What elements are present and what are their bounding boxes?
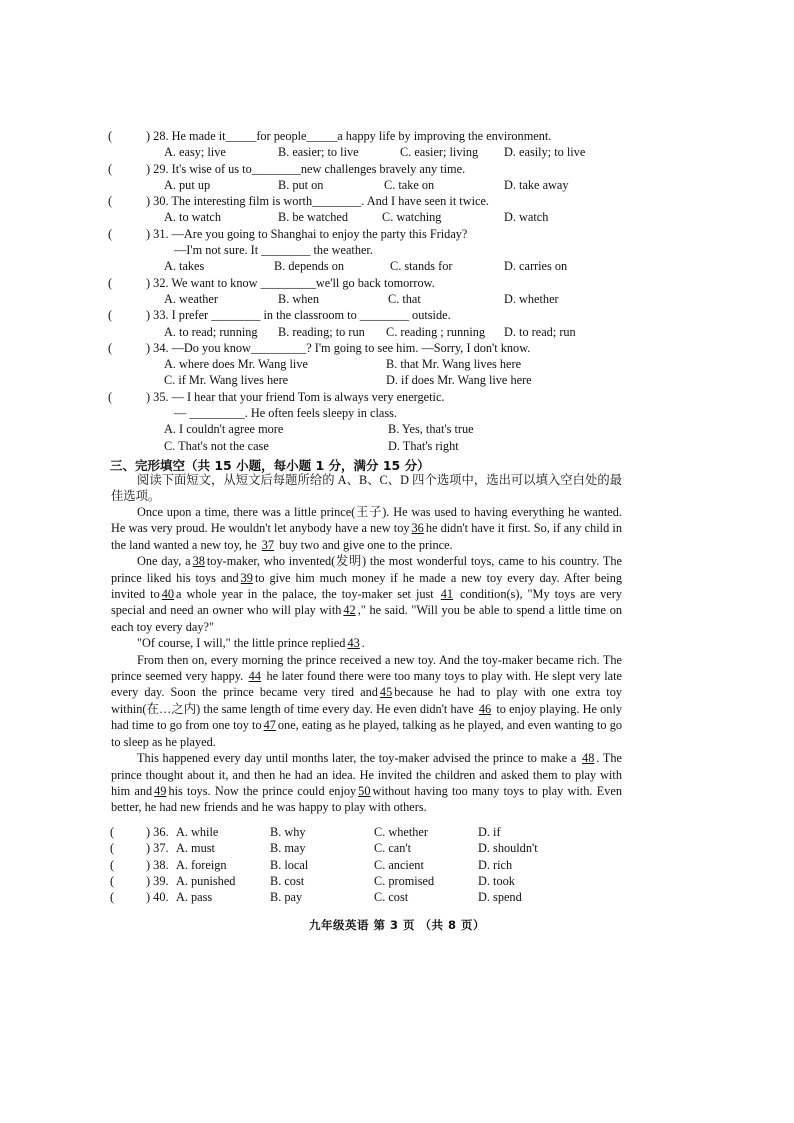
option-d: D. watch <box>504 210 549 225</box>
option-a: A. must <box>176 841 215 856</box>
option-d: D. took <box>478 873 515 888</box>
section-heading: 三、完形填空（共 15 小题，每小题 1 分，满分 15 分） <box>110 458 430 473</box>
option-a: A. easy; live <box>164 145 226 160</box>
option-b: B. be watched <box>278 210 348 225</box>
option-b: B. why <box>270 825 306 839</box>
option-c: C. reading ; running <box>386 324 486 339</box>
cloze-options <box>108 824 628 905</box>
answer-paren: ( <box>110 841 115 856</box>
cloze-question-40: ( ) 40. A. pass B. pay C. cost D. spend <box>110 890 522 905</box>
option-d: D. easily; to live <box>504 145 586 160</box>
answer-paren: ( <box>108 275 113 290</box>
blank-48: 48 <box>582 751 595 766</box>
option-b: B. may <box>270 841 306 856</box>
question-stem: The interesting film is worth________. And I have seen it twice. <box>171 194 490 209</box>
question-33: ( ) 33. I prefer ________ in the classroom to ________ outside. <box>108 308 451 323</box>
option-d: D. take away <box>504 177 569 192</box>
blank-38: 38 <box>192 554 205 569</box>
option-d: D. carries on <box>504 259 568 274</box>
option-d: D. That's right <box>388 438 459 453</box>
passage-paragraph: From then on, every morning the prince received a new toy. And the toy-maker became rich. The prince seemed very happy. 44 he later found there were too many toys to play with. He slept very late every day. Soon the prince became very tired and 45 because he had to play with one extra toy within(在…之内) the same length of time every day. He even didn't have 46 to enjoy playing. He only had time to go from one toy to 47 one, eating as he played, talking as he played, and even wanting to go to sleep as he played. <box>111 652 623 749</box>
option-d: D. to read; run <box>504 324 576 339</box>
option-a: A. takes <box>164 259 205 274</box>
blank-47: 47 <box>263 718 276 733</box>
cloze-passage <box>111 504 622 816</box>
question-28: ( ) 28. He made it_____for people_____a happy life by improving the environment. <box>108 129 552 143</box>
option-c: C. if Mr. Wang lives here <box>164 373 289 388</box>
blank-50: 50 <box>358 783 371 798</box>
question-30-options <box>108 209 628 225</box>
question-stem: I prefer ________ in the classroom to ________ outside. <box>171 308 451 323</box>
blank-43: 43 <box>347 636 360 651</box>
option-c: C. cost <box>374 890 409 905</box>
question-33-options <box>108 324 628 340</box>
answer-paren: ( <box>108 226 113 241</box>
option-c: C. take on <box>384 177 435 192</box>
question-31: ( ) 31. —Are you going to Shanghai to enjoy the party this Friday? <box>108 226 468 241</box>
question-stem: We want to know _________we'll go back tomorrow. <box>171 275 435 290</box>
question-35-options-row2 <box>108 438 628 454</box>
blank-39: 39 <box>240 570 253 585</box>
question-stem: —Are you going to Shanghai to enjoy the party this Friday? <box>171 226 468 241</box>
option-a: A. while <box>176 825 219 839</box>
blank-45: 45 <box>379 685 393 700</box>
question-34-options-row2 <box>108 372 628 388</box>
option-d: D. whether <box>504 291 559 306</box>
option-b: B. put on <box>278 177 324 192</box>
question-stem: —Do you know_________? I'm going to see him. —Sorry, I don't know. <box>171 340 531 355</box>
option-d: D. rich <box>478 857 513 872</box>
cloze-question-38: ( ) 38. A. foreign B. local C. ancient D. rich <box>110 857 513 872</box>
question-34: ( ) 34. —Do you know_________? I'm going to see him. —Sorry, I don't know. <box>108 340 531 355</box>
question-31-options <box>108 258 628 274</box>
blank-42: 42 <box>343 603 356 618</box>
question-31-reply <box>108 242 628 258</box>
option-a: A. I couldn't agree more <box>164 422 284 437</box>
answer-paren: ( <box>108 194 113 209</box>
blank-41: 41 <box>440 587 454 602</box>
option-c: C. stands for <box>390 259 453 274</box>
option-a: A. foreign <box>176 857 227 872</box>
option-b: B. cost <box>270 873 305 888</box>
option-b: B. reading; to run <box>278 324 365 339</box>
option-b: B. that Mr. Wang lives here <box>386 357 522 372</box>
option-a: A. weather <box>164 291 218 306</box>
option-a: A. to watch <box>164 210 222 225</box>
blank-44: 44 <box>248 669 261 684</box>
option-a: A. where does Mr. Wang live <box>164 357 308 372</box>
section-instruction: 阅读下面短文，从短文后每题所给的 A、B、C、D 四个选项中，选出可以填入空白处的最佳选项。 <box>111 473 622 504</box>
question-35-reply <box>108 405 628 421</box>
answer-paren: ( <box>108 161 113 176</box>
answer-paren: ( <box>108 129 113 143</box>
passage-paragraph: Once upon a time, there was a little prince(王子). He was used to having everything he wanted. He was very proud. He wouldn't let anybody have a new toy 36 he didn't have it first. So, if any child in the land wanted a new toy, he 37 buy two and give one to the prince. <box>111 505 623 552</box>
blank-37: 37 <box>261 537 275 552</box>
passage-paragraph: "Of course, I will," the little prince replied 43 . <box>137 636 365 651</box>
cloze-question-39: ( ) 39. A. punished B. cost C. promised D. took <box>110 873 515 888</box>
option-a: A. punished <box>176 873 236 888</box>
option-d: D. if does Mr. Wang live here <box>386 373 532 388</box>
option-c: C. ancient <box>374 857 424 872</box>
option-c: C. easier; living <box>400 145 479 160</box>
answer-paren: ( <box>110 873 115 888</box>
blank-49: 49 <box>154 783 167 798</box>
option-d: D. if <box>478 825 501 839</box>
question-stem: It's wise of us to________new challenges bravely any time. <box>171 161 466 176</box>
option-b: B. pay <box>270 890 303 905</box>
question-30: ( ) 30. The interesting film is worth________. And I have seen it twice. <box>108 194 490 209</box>
option-c: C. that <box>388 291 421 306</box>
question-stem: — I hear that your friend Tom is always very energetic. <box>171 389 445 404</box>
option-a: A. put up <box>164 177 211 192</box>
question-32: ( ) 32. We want to know _________we'll go back tomorrow. <box>108 275 435 290</box>
question-stem-reply: —I'm not sure. It ________ the weather. <box>174 243 373 258</box>
option-c: C. can't <box>374 841 412 856</box>
question-34-options-row1 <box>108 356 628 372</box>
answer-paren: ( <box>110 857 115 872</box>
option-b: B. depends on <box>274 259 345 274</box>
question-35: ( ) 35. — I hear that your friend Tom is always very energetic. <box>108 389 445 404</box>
question-28-options <box>108 144 628 160</box>
blank-36: 36 <box>411 521 424 536</box>
option-c: C. That's not the case <box>164 438 269 453</box>
option-b: B. when <box>278 291 319 306</box>
option-b: B. Yes, that's true <box>388 422 474 437</box>
blank-40: 40 <box>161 587 175 602</box>
answer-paren: ( <box>108 340 113 355</box>
passage-paragraph: One day, a 38 toy-maker, who invented(发明) the most wonderful toys, came to his country. The prince liked his toys and 39 to give him much money if he made a new toy every day. After being invited to 40 a whole year in the palace, the toy-maker set just 41 condition(s), "My toys are very special and need an owner who will play with 42 ," he said. "Will you be able to spend a little time on each toy every day?" <box>111 554 623 634</box>
cloze-question-36: ( ) 36. A. while B. why C. whether D. if <box>110 825 501 839</box>
question-32-options <box>108 291 628 307</box>
question-29: ( ) 29. It's wise of us to________new challenges bravely any time. <box>108 161 466 176</box>
question-35-options-row1 <box>108 421 628 437</box>
option-c: C. whether <box>374 825 428 839</box>
option-d: D. spend <box>478 890 522 905</box>
answer-paren: ( <box>108 389 113 404</box>
answer-paren: ( <box>110 825 115 839</box>
cloze-question-37: ( ) 37. A. must B. may C. can't D. shouldn't <box>110 841 538 856</box>
option-a: A. to read; running <box>164 324 258 339</box>
question-stem: He made it_____for people_____a happy life by improving the environment. <box>171 129 552 143</box>
option-d: D. shouldn't <box>478 841 538 856</box>
answer-paren: ( <box>110 890 115 905</box>
blank-46: 46 <box>478 701 492 716</box>
option-c: C. watching <box>382 210 442 225</box>
page-footer: 九年级英语 第 3 页 （共 8 页） <box>308 918 486 932</box>
option-c: C. promised <box>374 873 435 888</box>
option-b: B. easier; to live <box>278 145 359 160</box>
multiple-choice-section <box>108 128 628 454</box>
question-29-options <box>108 177 628 193</box>
option-a: A. pass <box>176 890 213 905</box>
question-stem-reply: — _________. He often feels sleepy in class. <box>174 406 398 421</box>
answer-paren: ( <box>108 308 113 323</box>
passage-paragraph: This happened every day until months later, the toy-maker advised the prince to make a 48 . The prince thought about it, and then he had an idea. He invited the children and asked them to play with him and 49 his toys. Now the prince could enjoy 50 without having too many toys to play with. Even better, he had new friends and he was happy to play with others. <box>111 751 623 815</box>
option-b: B. local <box>270 857 309 872</box>
